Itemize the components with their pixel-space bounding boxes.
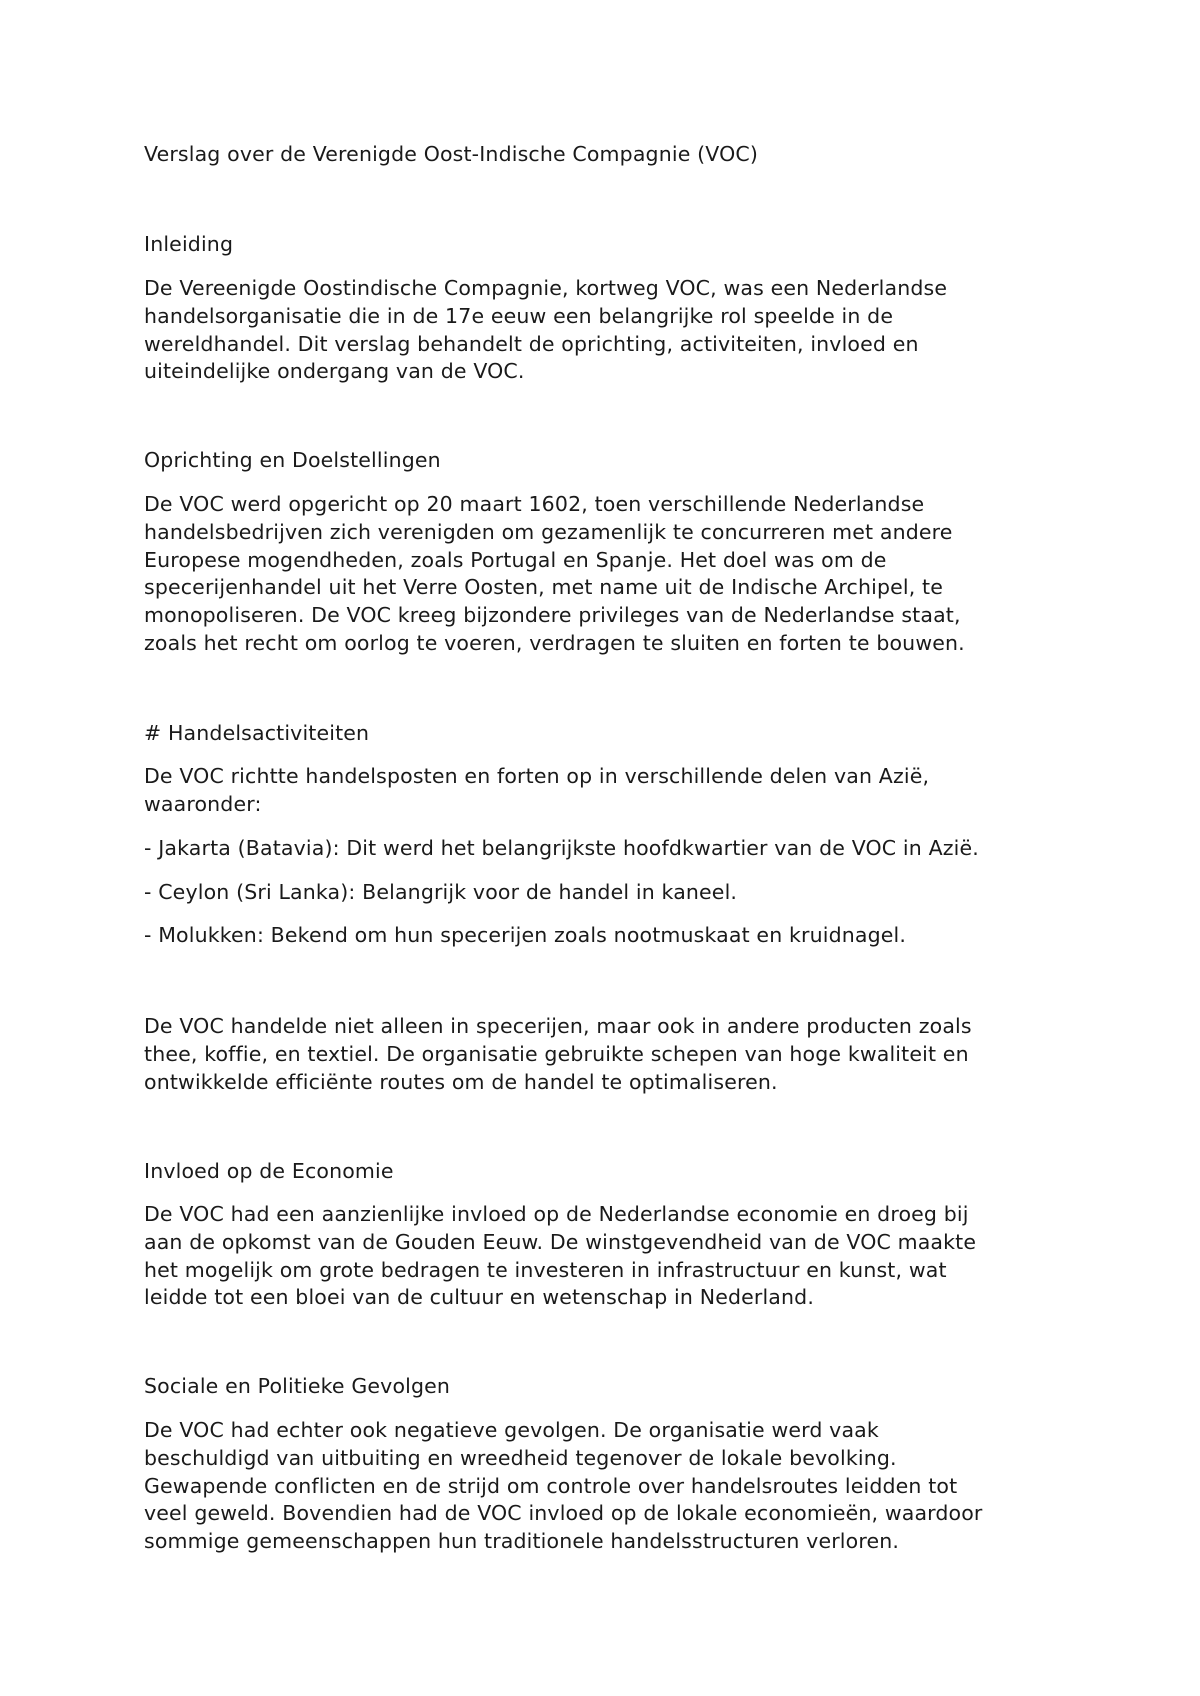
section-heading-oprichting: Oprichting en Doelstellingen	[144, 448, 441, 472]
section-heading-handelsactiviteiten: # Handelsactiviteiten	[144, 721, 370, 745]
paragraph-invloed: De VOC had een aanzienlijke invloed op de Nederlandse economie en droeg bij aan de opkomst van de Gouden Eeuw. De winstgevendheid van de VOC maakte het mogelijk om grote bedragen te investeren in infrastructuur en kunst, wat leidde tot een bloei van de cultuur en wetenschap in Nederland.	[144, 1202, 977, 1310]
paragraph-handelsactiviteiten-producten: De VOC handelde niet alleen in specerijen, maar ook in andere producten zoals thee, koffie, en textiel. De organisatie gebruikte schepen van hoge kwaliteit en ontwikkelde efficiënte routes om de handel te optimaliseren.	[144, 1014, 972, 1094]
list-item-jakarta: - Jakarta (Batavia): Dit werd het belangrijkste hoofdkwartier van de VOC in Azië.	[144, 836, 979, 860]
paragraph-oprichting: De VOC werd opgericht op 20 maart 1602, toen verschillende Nederlandse handelsbedrijven zich verenigden om gezamenlijk te concurreren met andere Europese mogendheden, zoals Portugal en Spanje. Het doel was om de specerijenhandel uit het Verre Oosten, met name uit de Indische Archipel, te monopoliseren. De VOC kreeg bijzondere privileges van de Nederlandse staat, zoals het recht om oorlog te voeren, verdragen te sluiten en forten te bouwen.	[144, 492, 965, 655]
paragraph-sociaal: De VOC had echter ook negatieve gevolgen. De organisatie werd vaak beschuldigd van uitbuiting en wreedheid tegenover de lokale bevolking. Gewapende conflicten en de strijd om controle over handelsroutes leidden tot veel geweld. Bovendien had de VOC invloed op de lokale economieën, waardoor sommige gemeenschappen hun traditionele handelsstructuren verloren.	[144, 1418, 983, 1554]
document-title: Verslag over de Verenigde Oost-Indische Compagnie (VOC)	[144, 142, 758, 166]
section-heading-sociaal: Sociale en Politieke Gevolgen	[144, 1374, 451, 1398]
paragraph-handelsactiviteiten-intro: De VOC richtte handelsposten en forten op in verschillende delen van Azië, waaronder:	[144, 764, 930, 816]
paragraph-inleiding: De Vereenigde Oostindische Compagnie, kortweg VOC, was een Nederlandse handelsorganisatie die in de 17e eeuw een belangrijke rol speelde in de wereldhandel. Dit verslag behandelt de oprichting, activiteiten, invloed en uiteindelijke ondergang van de VOC.	[144, 276, 948, 384]
section-heading-inleiding: Inleiding	[144, 232, 234, 256]
section-heading-invloed: Invloed op de Economie	[144, 1159, 394, 1183]
list-item-ceylon: - Ceylon (Sri Lanka): Belangrijk voor de handel in kaneel.	[144, 880, 738, 904]
list-item-molukken: - Molukken: Bekend om hun specerijen zoals nootmuskaat en kruidnagel.	[144, 923, 907, 947]
